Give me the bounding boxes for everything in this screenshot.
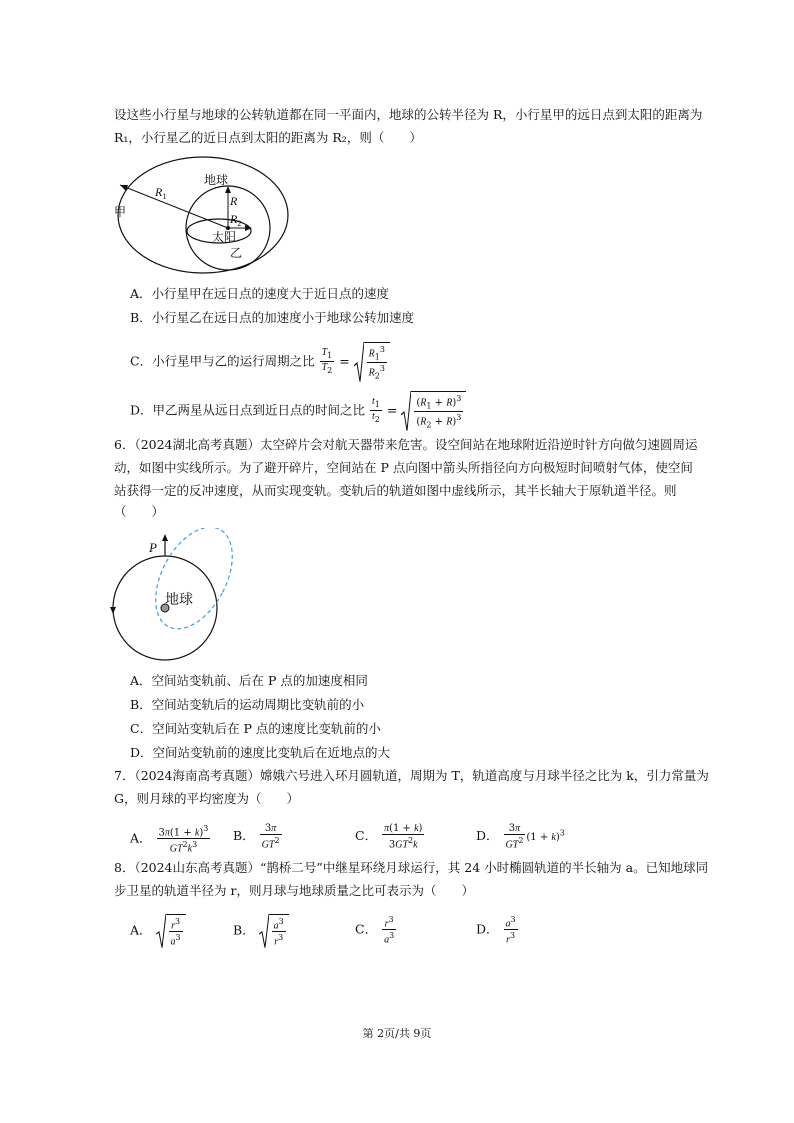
q5-option-b: B．小行星乙在远日点的加速度小于地球公转加速度 xyxy=(130,310,415,325)
q5-option-d: D．甲乙两星从远日点到近日点的时间之比 $\frac{t_1}{t_2}$ = $\frac{(R_1 + R)^3}{(R_2 + R)^3}$ xyxy=(130,391,466,431)
formula-q8-b: $\frac{a^3}{r^3}$ xyxy=(259,914,289,948)
q7-option-c xyxy=(355,823,425,850)
formula-sqrt-R1R-R2R: $\frac{(R_1 + R)^3}{(R_2 + R)^3}$ xyxy=(401,391,466,431)
figure-orbits-q5 xyxy=(108,155,293,275)
q8-option-b xyxy=(233,914,289,948)
q6-line-2: 动，如图中实线所示。为了避开碎片，空间站在 P 点向图中箭头所指径向方向极短时间喷射气体，使空间 xyxy=(114,460,693,475)
q6-option-b: B．空间站变轨后的运动周期比变轨前的小 xyxy=(130,697,365,712)
q5-option-c: C．小行星甲与乙的运行周期之比 $\frac{T_1}{T_2}$ = $\frac{R_1^3}{R_2^3}$ xyxy=(130,342,390,382)
formula-q8-c: $\frac{r^3}{a^3}$ xyxy=(384,915,395,946)
q8-line-2: 步卫星的轨道半径为 r，则月球与地球质量之比可表示为（ ） xyxy=(114,883,474,898)
formula-q8-d: $\frac{a^3}{r^3}$ xyxy=(505,915,516,946)
figure-space-station-orbit xyxy=(108,528,248,668)
label-R: R xyxy=(230,194,238,208)
q8-option-c xyxy=(355,914,397,946)
q7-option-c-label: C． xyxy=(355,828,378,844)
intro-line-2: R₁，小行星乙的近日点到太阳的距离为 R₂，则（ ） xyxy=(114,130,422,145)
intro-line-1: 设这些小行星与地球的公转轨道都在同一平面内，地球的公转半径为 R，小行星甲的远日点到太阳的距离为 xyxy=(114,107,703,122)
q6-line-3: 站获得一定的反冲速度，从而实现变轨。变轨后的轨道如图中虚线所示，其半长轴大于原轨道半径。则 xyxy=(114,483,677,498)
label-earth-q6: 地球 xyxy=(165,593,193,608)
q5-option-d-text: D．甲乙两星从远日点到近日点的时间之比 xyxy=(130,402,366,418)
label-earth: 地球 xyxy=(204,173,229,187)
label-yi: 乙 xyxy=(230,246,243,260)
label-sun: 太阳 xyxy=(212,230,237,244)
q6-line-4: （ ） xyxy=(114,504,165,519)
q7-option-d-label: D． xyxy=(476,828,499,844)
q8-option-d xyxy=(476,914,519,946)
q6-option-d: D．空间站变轨前的速度比变轨后在近地点的大 xyxy=(130,745,391,760)
page-footer: 第 2页/共 9页 xyxy=(362,1027,432,1040)
formula-q7-d: $\frac{3\pi}{GT^2}$ xyxy=(505,823,524,851)
q8-option-a-label: A． xyxy=(130,922,152,938)
formula-q7-b: $\frac{3\pi}{GT^2}$ xyxy=(261,823,280,851)
label-R2: $R_2$ xyxy=(230,212,242,228)
q7-option-a-label: A． xyxy=(130,830,152,846)
q8-line-1: 8．（2024山东高考真题）“鹊桥二号”中继星环绕月球运行，其 24 小时椭圆轨道的半长轴为 a。已知地球同 xyxy=(114,860,709,875)
q8-option-c-label: C． xyxy=(355,921,378,937)
formula-t1-t2: $\frac{t_1}{t_2}$ xyxy=(372,396,380,425)
q5-option-c-text: C．小行星甲与乙的运行周期之比 xyxy=(130,353,315,369)
q7-option-d: D． $\frac{3\pi}{GT^2}$ $(1 + k)^3$ xyxy=(476,823,565,851)
q6-option-a: A．空间站变轨前、后在 P 点的加速度相同 xyxy=(130,673,368,688)
q8-option-b-label: B． xyxy=(233,922,255,938)
formula-T1-T2: $\frac{T_1}{T_2}$ xyxy=(321,347,333,376)
formula-q7-c: $\frac{\pi(1 + k)}{3GT^2k}$ xyxy=(384,823,423,851)
formula-q8-a: $\frac{r^3}{a^3}$ xyxy=(156,914,186,948)
formula-q7-a: $\frac{3\pi(1 + k)^3}{GT^2k^3}$ xyxy=(158,824,209,855)
q8-option-d-label: D． xyxy=(476,921,499,937)
q6-line-1: 6．（2024湖北高考真题）太空碎片会对航天器带来危害。设空间站在地球附近沿逆时针方向做匀速圆周运 xyxy=(114,437,698,452)
formula-sqrt-R1-R2: $\frac{R_1^3}{R_2^3}$ xyxy=(354,342,390,382)
q7-line-2: G，则月球的平均密度为（ ） xyxy=(114,791,299,806)
q8-option-a xyxy=(130,914,186,948)
label-jia: 甲 xyxy=(114,205,127,219)
label-R1: $R_1$ xyxy=(155,185,167,201)
q6-option-c: C．空间站变轨后在 P 点的速度比变轨前的小 xyxy=(130,721,381,736)
q7-option-b-label: B． xyxy=(233,828,255,844)
q7-option-b xyxy=(233,823,283,850)
q5-option-a: A．小行星甲在远日点的速度大于近日点的速度 xyxy=(130,286,390,301)
q7-option-a xyxy=(130,823,211,855)
label-P: P xyxy=(149,540,157,555)
q7-line-1: 7．（2024海南高考真题）嫦娥六号进入环月圆轨道，周期为 T，轨道高度与月球半径之比为 k，引力常量为 xyxy=(114,768,709,783)
